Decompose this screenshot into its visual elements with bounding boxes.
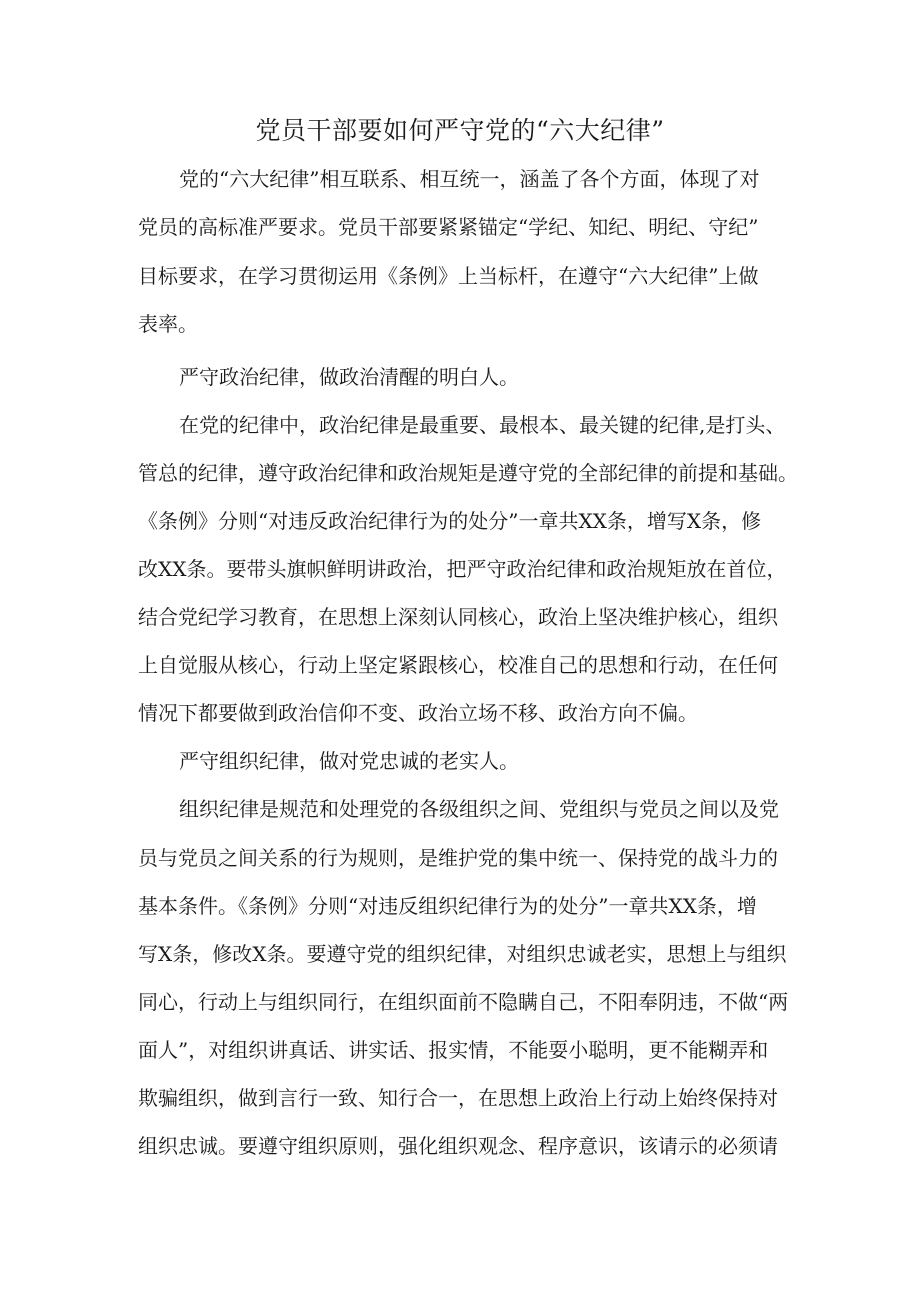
text-line: 改XX条。要带头旗帜鲜明讲政治，把严守政治纪律和政治规矩放在首位， (138, 557, 787, 581)
text-line: 党员的高标准严要求。党员干部要紧紧锚定“学纪、知纪、明纪、守纪” (138, 215, 759, 239)
text-line: 目标要求，在学习贯彻运用《条例》上当标杆，在遵守“六大纪律”上做 (138, 264, 759, 288)
text-line: 员与党员之间关系的行为规则，是维护党的集中统一、保持党的战斗力的 (138, 846, 778, 870)
document-title: 党员干部要如何严守党的“六大纪律” (255, 116, 665, 145)
text-line: 欺骗组织，做到言行一致、知行合一，在思想上政治上行动上始终保持对 (138, 1086, 778, 1110)
text-line: 写X条，修改X条。要遵守党的组织纪律，对组织忠诚老实，思想上与组织 (138, 942, 787, 966)
text-line: 面人”，对组织讲真话、讲实话、报实情，不能耍小聪明，更不能糊弄和 (138, 1038, 769, 1062)
text-line: 组织忠诚。要遵守组织原则，强化组织观念、程序意识，该请示的必须请 (138, 1134, 778, 1158)
section-heading: 严守组织纪律，做对党忠诚的老实人。 (179, 749, 519, 773)
text-line: 情况下都要做到政治信仰不变、政治立场不移、政治方向不偏。 (138, 701, 698, 725)
text-line: 党的“六大纪律”相互联系、相互统一，涵盖了各个方面，体现了对 (179, 167, 760, 191)
text-line: 组织纪律是规范和处理党的各级组织之间、党组织与党员之间以及党 (179, 797, 779, 821)
text-line: 同心，行动上与组织同行，在组织面前不隐瞒自己，不阳奉阴违，不做“两 (138, 990, 789, 1014)
text-line: 结合党纪学习教育，在思想上深刻认同核心，政治上坚决维护核心，组织 (138, 605, 778, 629)
text-line: 基本条件。《条例》分则“对违反组织纪律行为的处分”一章共XX条，增 (138, 894, 757, 918)
section-heading: 严守政治纪律，做政治清醒的明白人。 (179, 365, 519, 389)
text-line: 上自觉服从核心，行动上坚定紧跟核心，校准自己的思想和行动，在任何 (138, 653, 778, 677)
text-line: 在党的纪律中，政治纪律是最重要、最根本、最关键的纪律,是打头、 (179, 413, 786, 437)
text-line: 《条例》分则“对违反政治纪律行为的处分”一章共XX条，增写X条，修 (138, 509, 762, 533)
text-line: 管总的纪律，遵守政治纪律和政治规矩是遵守党的全部纪律的前提和基础。 (138, 461, 798, 485)
text-line: 表率。 (138, 312, 198, 336)
